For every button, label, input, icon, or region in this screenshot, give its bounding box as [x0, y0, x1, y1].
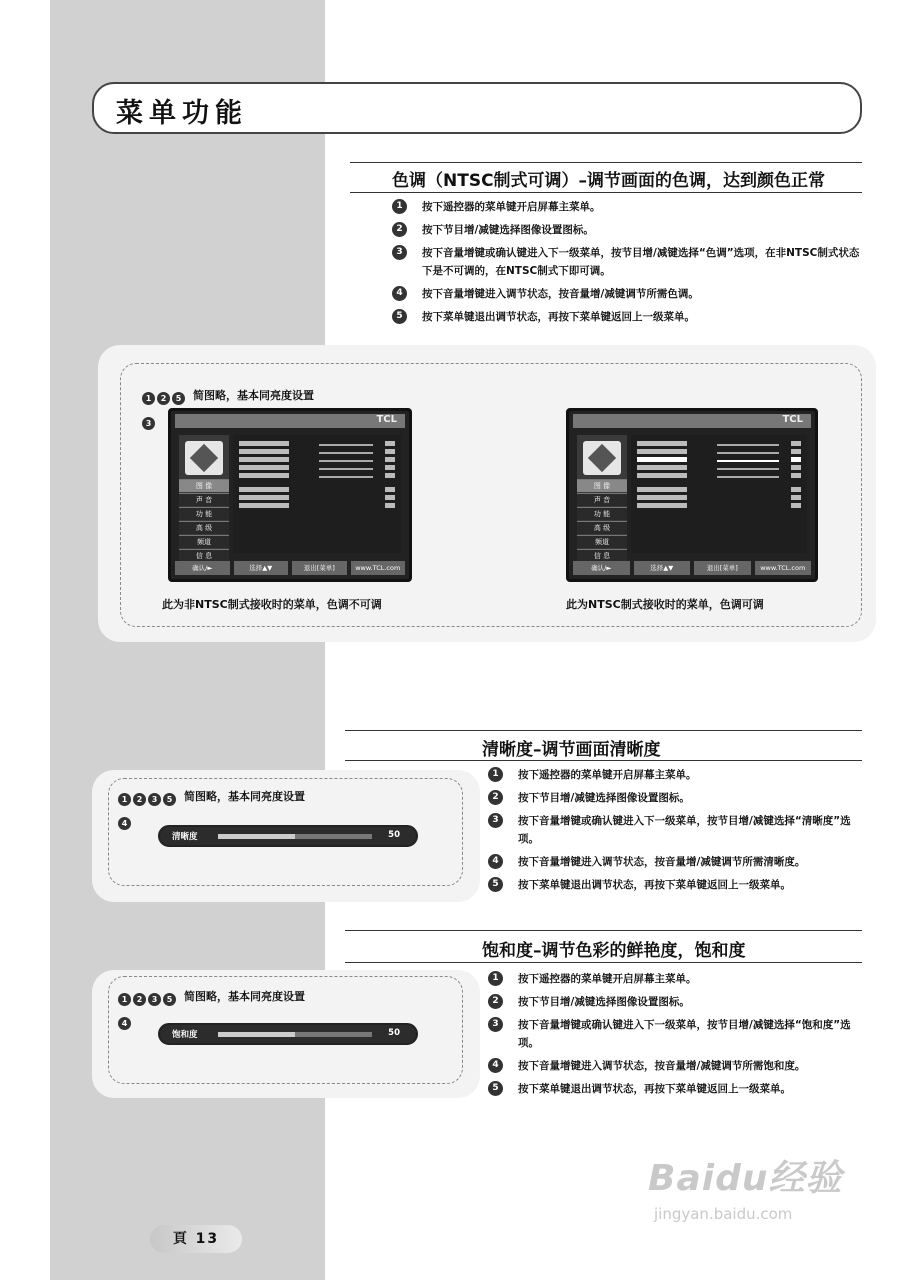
tv-title-bar [573, 414, 811, 428]
hue-step-2: 2 按下节目增/减键选择图像设置图标。 [392, 221, 862, 239]
baidu-watermark [648, 1150, 842, 1223]
ntsc-screen-caption: 此为NTSC制式接收时的菜单，色调可调 [566, 598, 764, 611]
tv-setting-row [239, 473, 395, 481]
saturation-slider [158, 1023, 418, 1045]
non-ntsc-screen-caption: 此为非NTSC制式接收时的菜单，色调不可调 [162, 598, 382, 611]
sharpness-panel-step: 4 [118, 814, 133, 830]
saturation-slider-label: 饱和度 [172, 1030, 198, 1040]
saturation-steps [488, 970, 863, 1103]
tv-setting-row [637, 449, 801, 457]
hue-section-title: 色调（NTSC制式可调）–调节画面的色调，达到颜色正常 [392, 171, 826, 191]
sharpness-caption-step-nums: 1 2 3 5 [118, 790, 178, 806]
saturation-step-4: 4 按下音量增键进入调节状态，按音量增/减键调节所需饱和度。 [488, 1057, 863, 1075]
tv-setting-row [239, 495, 395, 503]
tv-menu-item: 功 能 [577, 507, 627, 520]
tv-setting-row [637, 465, 801, 473]
sharpness-slider [158, 825, 418, 847]
hue-step-4: 4 按下音量增键进入调节状态，按音量增/减键调节所需色调。 [392, 285, 862, 303]
sharpness-step-2: 2 按下节目增/减键选择图像设置图标。 [488, 789, 863, 807]
sharpness-step-3: 3 按下音量增键或确认键进入下一级菜单，按节目增/减键选择“清晰度”选项。 [488, 812, 863, 848]
tv-brand-logo: TCL [782, 414, 803, 425]
tv-menu-item: 图 像 [577, 479, 627, 492]
tv-bottom-bar: 确认/► 选择▲▼ 退出[菜单] www.TCL.com [573, 561, 811, 575]
picture-icon [583, 441, 621, 475]
step-number-icon: 4 [488, 1058, 503, 1073]
saturation-title-bottom-rule [345, 962, 862, 963]
tv-setting-row [637, 503, 801, 511]
tv-menu-item: 信 息 [179, 549, 229, 562]
hue-panel-step: 3 [142, 414, 157, 430]
saturation-step-1: 1 按下遥控器的菜单键开启屏幕主菜单。 [488, 970, 863, 988]
saturation-step-2: 2 按下节目增/减键选择图像设置图标。 [488, 993, 863, 1011]
hue-step-1: 1 按下遥控器的菜单键开启屏幕主菜单。 [392, 198, 862, 216]
page-number: 頁 13 [150, 1225, 242, 1253]
hue-steps [392, 198, 862, 331]
tv-setting-row [239, 465, 395, 473]
hue-title-top-rule [350, 162, 862, 163]
tv-menu-item: 图 像 [179, 479, 229, 492]
tv-setting-row [239, 457, 395, 465]
tv-menu-item: 高 级 [577, 521, 627, 534]
page-header [92, 82, 862, 134]
tv-setting-row [239, 503, 395, 511]
sharpness-step-4: 4 按下音量增键进入调节状态，按音量增/减键调节所需清晰度。 [488, 853, 863, 871]
tv-setting-row [637, 441, 801, 449]
hue-step-3: 3 按下音量增键或确认键进入下一级菜单，按节目增/减键选择“色调”选项，在非NTSC制式状态下是不可调的，在NTSC制式下即可调。 [392, 244, 862, 280]
step-number-icon: 4 [392, 286, 407, 301]
tv-title-bar [175, 414, 405, 428]
hue-step-5: 5 按下菜单键退出调节状态，再按下菜单键返回上一级菜单。 [392, 308, 862, 326]
tv-setting-row [637, 487, 801, 495]
watermark-url: jingyan.baidu.com [654, 1205, 793, 1223]
tv-settings-area [631, 435, 807, 553]
sharpness-panel-caption: 1 2 3 5 简图略，基本同亮度设置 [118, 788, 305, 806]
tv-menu-item: 功 能 [179, 507, 229, 520]
saturation-panel-step: 4 [118, 1014, 133, 1030]
tv-setting-row-selected [637, 457, 801, 465]
tv-bottom-bar: 确认/► 选择▲▼ 退出[菜单] www.TCL.com [175, 561, 405, 575]
tv-menu-column [179, 435, 229, 560]
sharpness-title-top-rule [345, 730, 862, 731]
step-number-icon: 5 [488, 1081, 503, 1096]
sharpness-step-5: 5 按下菜单键退出调节状态，再按下菜单键返回上一级菜单。 [488, 876, 863, 894]
hue-panel-caption: 1 2 5 简图略，基本同亮度设置 [142, 387, 314, 405]
hue-title-bottom-rule [350, 192, 862, 193]
sharpness-title-bottom-rule [345, 760, 862, 761]
step-number-icon: 4 [488, 854, 503, 869]
saturation-step-5: 5 按下菜单键退出调节状态，再按下菜单键返回上一级菜单。 [488, 1080, 863, 1098]
tv-menu-item: 声 音 [179, 493, 229, 506]
step-number-icon: 3 [392, 245, 407, 260]
saturation-section-title: 饱和度–调节色彩的鲜艳度，饱和度 [482, 941, 746, 961]
sharpness-section-title: 清晰度–调节画面清晰度 [482, 740, 661, 760]
step-number-icon: 2 [488, 994, 503, 1009]
tv-menu-item: 频道 [577, 535, 627, 548]
tv-menu-item: 声 音 [577, 493, 627, 506]
tv-setting-row [239, 487, 395, 495]
tv-menu-item: 频道 [179, 535, 229, 548]
hue-caption-step-nums: 1 2 5 [142, 389, 187, 405]
tv-setting-row [239, 441, 395, 449]
step-number-icon: 1 [392, 199, 407, 214]
sharpness-slider-value: 50 [388, 830, 400, 840]
step-number-icon: 3 [488, 1017, 503, 1032]
tv-setting-row [637, 473, 801, 481]
saturation-step-3: 3 按下音量增键或确认键进入下一级菜单，按节目增/减键选择“饱和度”选项。 [488, 1016, 863, 1052]
sharpness-slider-track [218, 834, 372, 839]
sharpness-steps [488, 766, 863, 899]
tv-menu-item: 信 息 [577, 549, 627, 562]
tv-menu-column [577, 435, 627, 560]
tv-menu-screen-non-ntsc [168, 408, 412, 582]
saturation-title-top-rule [345, 930, 862, 931]
step-number-icon: 2 [392, 222, 407, 237]
step-number-icon: 3 [488, 813, 503, 828]
saturation-slider-value: 50 [388, 1028, 400, 1038]
tv-setting-row [637, 495, 801, 503]
step-number-icon: 5 [488, 877, 503, 892]
sharpness-slider-label: 清晰度 [172, 832, 198, 842]
step-number-icon: 1 [488, 971, 503, 986]
baidu-logo: Baidu经验 [648, 1158, 843, 1199]
saturation-panel-caption: 1 2 3 5 简图略，基本同亮度设置 [118, 988, 305, 1006]
saturation-slider-track [218, 1032, 372, 1037]
tv-menu-screen-ntsc [566, 408, 818, 582]
tv-setting-row [239, 449, 395, 457]
saturation-slider-fill [218, 1032, 295, 1037]
saturation-caption-step-nums: 1 2 3 5 [118, 990, 178, 1006]
step-number-icon: 2 [488, 790, 503, 805]
step-number-icon: 5 [392, 309, 407, 324]
tv-menu-item: 高 级 [179, 521, 229, 534]
sharpness-slider-fill [218, 834, 295, 839]
tv-brand-logo: TCL [376, 414, 397, 425]
step-number-icon: 1 [488, 767, 503, 782]
tv-settings-area [233, 435, 401, 553]
sharpness-step-1: 1 按下遥控器的菜单键开启屏幕主菜单。 [488, 766, 863, 784]
page-title: 菜单功能 [116, 98, 248, 129]
picture-icon [185, 441, 223, 475]
